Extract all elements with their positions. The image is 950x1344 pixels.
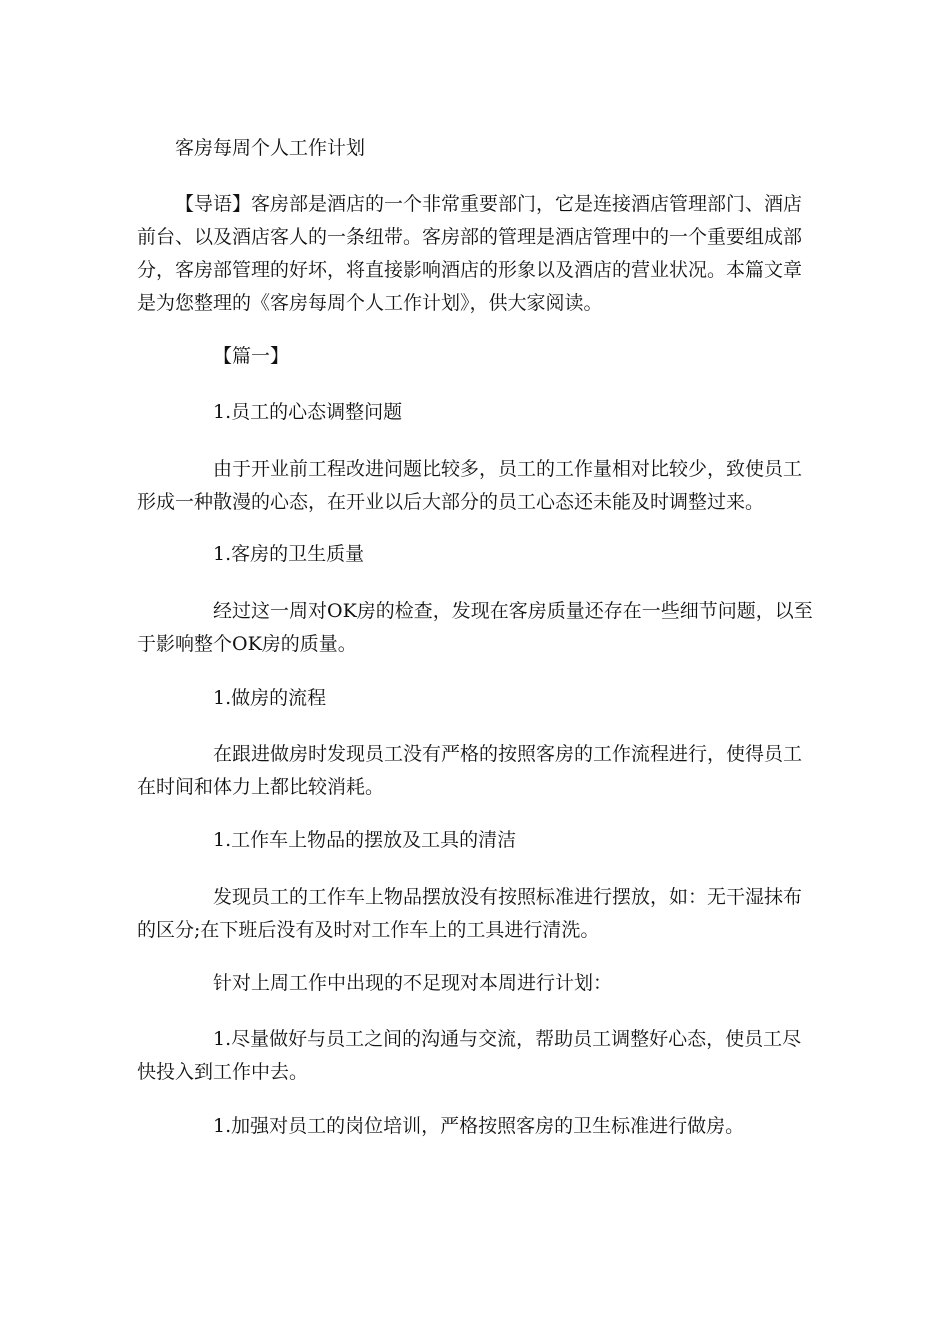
heading-room-hygiene: 1.客房的卫生质量 [213, 543, 365, 565]
paragraph-staff-mindset: 由于开业前工程改进问题比较多，员工的工作量相对比较少，致使员工形成一种散漫的心态，在开业以后大部分的员工心态还未能及时调整过来。 [137, 458, 803, 513]
document-title: 客房每周个人工作计划 [175, 137, 366, 159]
paragraph-cart-items: 发现员工的工作车上物品摆放没有按照标准进行摆放，如：无干湿抹布的区分;在下班后没有及时对工作车上的工具进行清洗。 [137, 886, 803, 941]
paragraph-room-process: 在跟进做房时发现员工没有严格的按照客房的工作流程进行，使得员工在时间和体力上都比较消耗。 [137, 743, 803, 798]
paragraph-room-hygiene: 经过这一周对OK房的检查，发现在客房质量还存在一些细节问题，以至于影响整个OK房的质量。 [137, 600, 813, 655]
heading-room-process: 1.做房的流程 [213, 687, 327, 709]
intro-paragraph: 【导语】客房部是酒店的一个非常重要部门，它是连接酒店管理部门、酒店前台、以及酒店客人的一条纽带。客房部的管理是酒店管理中的一个重要组成部分，客房部管理的好坏，将直接影响酒店的形象以及酒店的营业状况。本篇文章是为您整理的《客房每周个人工作计划》，供大家阅读。 [137, 193, 803, 314]
heading-staff-mindset: 1.员工的心态调整问题 [213, 401, 403, 423]
plan-item-communication: 1.尽量做好与员工之间的沟通与交流，帮助员工调整好心态，使员工尽快投入到工作中去。 [137, 1028, 802, 1083]
section-label: 【篇一】 [213, 345, 290, 367]
plan-intro: 针对上周工作中出现的不足现对本周进行计划： [213, 972, 613, 994]
heading-cart-items: 1.工作车上物品的摆放及工具的清洁 [213, 829, 517, 851]
plan-item-training: 1.加强对员工的岗位培训，严格按照客房的卫生标准进行做房。 [213, 1115, 745, 1137]
